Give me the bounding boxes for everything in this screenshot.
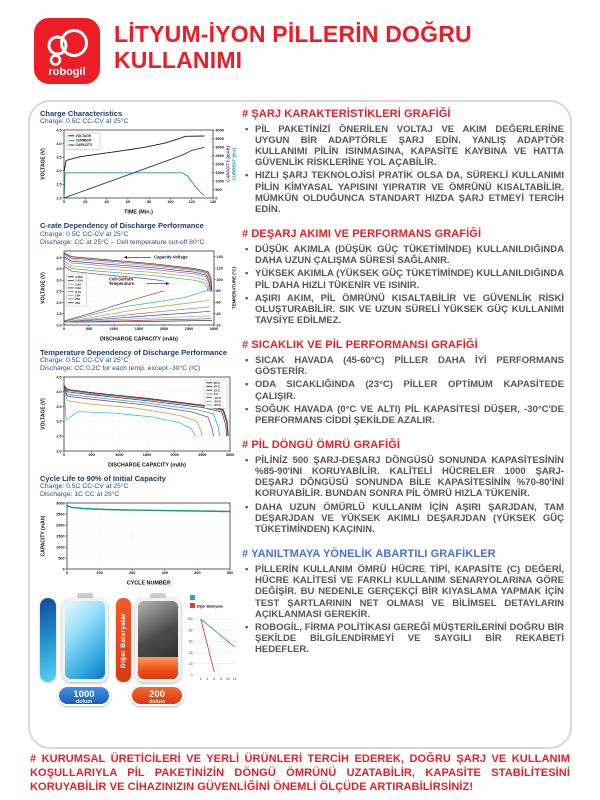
badge-unit: dolum: [148, 698, 166, 705]
section-heading: # YANILTMAYA YÖNELİK ABARTILI GRAFİKLER: [242, 548, 496, 561]
svg-text:0: 0: [62, 453, 66, 458]
svg-text:4.0: 4.0: [56, 389, 62, 394]
svg-text:DISCHARGE CAPACITY (mAh): DISCHARGE CAPACITY (mAh): [108, 462, 186, 468]
robogil-battery-bar: [40, 598, 56, 682]
bullet-list: [242, 124, 564, 216]
svg-text:140: 140: [216, 254, 223, 259]
bullet-list: [242, 564, 564, 656]
svg-text:4.5: 4.5: [56, 128, 62, 133]
bullet-item: • AŞIRI AKIM, PİL ÖMRÜNÜ KISALTABİLİR VE GÜVENLİK RİSKİ OLUŞTURABİLİR. SIK VE UZUN SÜRELİ YÜKSEK GÜÇ KULLANIMI TAVSİYE EDİLMEZ.: [244, 293, 564, 327]
crate-discharge-chart: [40, 248, 238, 342]
cycles-badge-200: [130, 685, 184, 706]
chart-block-cycle-life: [40, 475, 242, 586]
svg-text:0.58A: 0.58A: [75, 274, 83, 279]
section-heading: # ŞARJ KARAKTERİSTİKLERİ GRAFİĞİ: [242, 108, 451, 120]
full-battery-illustration: [62, 593, 108, 683]
svg-text:0: 0: [215, 196, 218, 201]
svg-text:1000: 1000: [56, 545, 65, 550]
svg-text:CAPACITY (mAh): CAPACITY (mAh): [40, 515, 47, 557]
svg-text:2.0: 2.0: [56, 300, 62, 305]
svg-text:4.5: 4.5: [56, 375, 62, 380]
svg-text:500: 500: [215, 188, 222, 193]
svg-text:1.0: 1.0: [56, 322, 62, 327]
svg-text:3.5: 3.5: [56, 266, 62, 271]
svg-text:2: 2: [199, 677, 202, 682]
robogil-logo: [34, 18, 100, 84]
svg-text:CAPACITY: CAPACITY: [75, 143, 93, 148]
svg-text:120: 120: [188, 200, 195, 205]
battery-low-charge-fill: [138, 657, 178, 679]
bullet-list: [242, 355, 564, 426]
svg-text:1500: 1500: [134, 326, 144, 331]
badge-value: 200: [149, 688, 165, 700]
svg-text:45°C: 45°C: [213, 384, 221, 389]
section-heading: # PİL DÖNGÜ ÖMRÜ GRAFİĞİ: [242, 439, 401, 452]
temperature-discharge-chart: [40, 374, 238, 468]
svg-text:40: 40: [188, 650, 193, 655]
section-heading: # SICAKLIK VE PİL PERFORMANSI GRAFİĞİ: [242, 339, 478, 352]
svg-text:1000: 1000: [109, 326, 119, 331]
svg-text:10: 10: [226, 677, 230, 682]
charge-characteristics-chart: [40, 127, 238, 215]
svg-text:2500: 2500: [184, 326, 194, 331]
svg-text:3.5: 3.5: [56, 404, 62, 409]
cycle-comparison-mini-chart: [184, 593, 242, 701]
svg-text:0: 0: [65, 571, 69, 576]
svg-text:4.0: 4.0: [56, 255, 62, 260]
svg-text:2.0: 2.0: [56, 196, 62, 201]
chart-title: Cycle Life to 90% of Initial Capacity: [40, 473, 166, 483]
svg-text:1500: 1500: [56, 534, 65, 539]
svg-text:Cell-Surface: Cell-Surface: [109, 276, 134, 282]
battery-body: [135, 598, 181, 682]
page-title-line1: LİTYUM-İYON PİLLERİN DOĞRU: [114, 21, 472, 47]
svg-text:0: 0: [62, 326, 66, 331]
svg-text:1.5: 1.5: [56, 311, 62, 316]
svg-text:100: 100: [187, 617, 193, 622]
chart-subtitle: Discharge: CC 0.2C for each temp. except -30°C (IC): [40, 364, 201, 372]
page-title-line2: KULLANIMI: [114, 46, 243, 73]
svg-text:20: 20: [83, 200, 88, 205]
svg-text:500: 500: [85, 326, 93, 331]
svg-text:40: 40: [216, 311, 221, 316]
bullet-item: • HIZLI ŞARJ TEKNOLOJİSİ PRATİK OLSA DA, SÜREKLİ KULLANIMI PİLİN KİMYASAL YAPISINI YIPRATIR VE ÖMRÜNÜ KISALTABİLİR. MÜMKÜN OLDUĞUNCA STANDART HIZDA ŞARJ ETMEYİ TERCİH EDİN.: [244, 170, 564, 215]
svg-text:2.9A: 2.9A: [75, 281, 82, 286]
svg-text:0°C: 0°C: [213, 391, 219, 396]
bullet-item: • PİLLERİN KULLANIM ÖMRÜ HÜCRE TİPİ, KAPASİTE (C) DEĞERİ, HÜCRE KALİTESİ VE FARKLI KULLANIM SENARYOLARINA GÖRE DEĞİŞİR. BU NEDENLE GERÇEKÇİ BİR KIYASLAMA YAPMAK İÇİN TEST ŞARTLARININ NET OLMASI VE BİLİMSEL DETAYLARIN AÇIKLANMASI GEREKİR.: [244, 564, 564, 620]
page-title: [114, 22, 554, 74]
bullet-item: • PİLİNİZ 500 ŞARJ-DEŞARJ DÖNGÜSÜ SONUNDA KAPASİTESİNİN %85-90'INI KORUYABİLİR. KALİTELİ HÜCRELER 1000 ŞARJ-DEŞARJ DÖNGÜSÜ SONUNDA BİLE KAPASİTESİNİN %70-80'İNİ KORUYABİLİR. BUNDAN SONRA PİL ÖMRÜ HIZLA TÜKENİR.: [244, 455, 564, 500]
battery-body: [62, 598, 108, 682]
low-battery-illustration: [135, 593, 181, 683]
logo-wordmark: robogil: [48, 66, 86, 78]
svg-text:3.0: 3.0: [56, 169, 62, 174]
svg-text:4: 4: [206, 677, 209, 682]
section-charge-characteristics: [242, 108, 564, 215]
svg-text:VOLTAGE: VOLTAGE: [75, 134, 92, 139]
svg-text:60: 60: [188, 639, 193, 644]
bullet-item: • SICAK HAVADA (45-60°C) PİLLER DAHA İYİ PERFORMANS GÖSTERİR.: [244, 355, 564, 377]
svg-text:120: 120: [216, 265, 223, 270]
svg-text:Diğer Bataryalar: Diğer Bataryalar: [197, 604, 224, 609]
svg-text:20: 20: [188, 662, 193, 667]
svg-text:60: 60: [216, 300, 221, 305]
svg-text:80: 80: [188, 628, 193, 633]
svg-text:8.7A: 8.7A: [75, 289, 82, 294]
bullet-item: • ODA SICAKLIĞINDA (23°C) PİLLER OPTİMUM KAPASİTEDE ÇALIŞIR.: [244, 379, 564, 401]
svg-text:3000: 3000: [56, 501, 65, 506]
svg-text:100: 100: [167, 200, 174, 205]
section-heading: # DEŞARJ AKIMI VE PERFORMANS GRAFİĞİ: [242, 228, 482, 241]
svg-text:-30°C: -30°C: [213, 403, 222, 408]
svg-text:2000: 2000: [56, 523, 65, 528]
section-misleading-charts: [242, 548, 564, 655]
section-discharge-current: [242, 228, 564, 326]
section-cycle-life: [242, 439, 564, 535]
svg-text:Capacity-Voltage: Capacity-Voltage: [154, 253, 188, 259]
svg-text:-20°C: -20°C: [213, 399, 222, 404]
svg-text:2500: 2500: [56, 512, 65, 517]
svg-text:3.0: 3.0: [56, 419, 62, 424]
svg-text:VOLTAGE (V): VOLTAGE (V): [40, 271, 47, 304]
other-batteries-bar: [116, 598, 131, 682]
chart-title: Charge Characteristics: [40, 109, 123, 118]
text-column: [242, 108, 564, 669]
svg-text:1500: 1500: [215, 171, 224, 176]
svg-text:2.5: 2.5: [56, 434, 62, 439]
svg-text:200: 200: [129, 571, 136, 576]
bullet-item: • YÜKSEK AKIMLA (YÜKSEK GÜÇ TÜKETİMİNDE) KULLANILDIĞINDA PİL DAHA HIZLI TÜKENİR VE ISINIR.: [244, 268, 564, 290]
svg-text:500: 500: [226, 571, 234, 576]
svg-text:4.0: 4.0: [56, 142, 62, 147]
bullet-list: [242, 244, 564, 326]
badge-value: 1000: [73, 688, 95, 700]
svg-text:2500: 2500: [198, 453, 207, 458]
bullet-list: [242, 455, 564, 535]
svg-text:1000: 1000: [215, 179, 224, 184]
svg-text:80: 80: [216, 288, 221, 293]
chart-title: Temperature Dependency of Discharge Performance: [40, 347, 228, 357]
svg-text:3000: 3000: [209, 326, 219, 331]
svg-text:VOLTAGE (V): VOLTAGE (V): [40, 398, 47, 430]
svg-text:TEMPERATURE (°C): TEMPERATURE (°C): [231, 266, 237, 309]
svg-text:60: 60: [125, 200, 130, 205]
svg-text:500: 500: [58, 556, 65, 561]
svg-text:Temperature: Temperature: [109, 280, 135, 286]
bullet-item: • DÜŞÜK AKIMLA (DÜŞÜK GÜÇ TÜKETİMİNDE) KULLANILDIĞINDA DAHA UZUN ÇALIŞMA SÜRESİ SAĞLANIR.: [244, 244, 564, 266]
svg-text:300: 300: [161, 571, 168, 576]
chart-block-temperature: [40, 349, 242, 468]
chart-title: C-rate Dependency of Discharge Performance: [40, 221, 204, 231]
chart-subtitle: Charge: 0.5C CC-CV at 25°C: [40, 356, 129, 364]
svg-text:2000: 2000: [170, 453, 179, 458]
svg-text:DISCHARGE CAPACITY (mAh): DISCHARGE CAPACITY (mAh): [100, 336, 178, 342]
chart-subtitle: Charge: 0.5C CC-CV at 25°C: [40, 118, 129, 126]
chart-block-crate: [40, 222, 242, 341]
svg-text:140: 140: [209, 200, 217, 205]
bullet-item: • PİL PAKETİNİZİ ÖNERİLEN VOLTAJ VE AKIM DEĞERLERİNE UYGUN BİR ADAPTÖRLE ŞARJ EDİN. YANLIŞ ADAPTÖR KULLANIMI PİLİN ISINMASINA, KAPASİTE KAYBINA VE HATTA GÜVENLİK RİSKLERİNE YOL AÇABİLİR.: [244, 124, 564, 169]
svg-text:VOLTAGE (V): VOLTAGE (V): [40, 148, 47, 181]
svg-text:12: 12: [232, 677, 237, 682]
svg-text:0: 0: [190, 673, 193, 678]
bullet-item: • SOĞUK HAVADA (0°C VE ALTI) PİL KAPASİTESİ DÜŞER, -30°C'DE PERFORMANS CİDDİ ŞEKİLDE AZALIR.: [244, 404, 564, 426]
battery-comparison-panel: [40, 593, 242, 705]
svg-text:23°C: 23°C: [213, 388, 221, 393]
svg-text:3000: 3000: [225, 453, 235, 458]
bullet-item: • DAHA UZUN ÖMÜRLÜ KULLANIM İÇİN AŞIRI ŞARJDAN, TAM DEŞARJDAN VE YÜKSEK AKIMLI DEŞARJDAN (YÜKSEK GÜÇ TÜKETİMİNDEN) KAÇININ.: [244, 502, 564, 536]
svg-text:400: 400: [194, 571, 201, 576]
svg-text:CYCLE NUMBER: CYCLE NUMBER: [126, 580, 171, 587]
svg-text:15A: 15A: [75, 293, 81, 298]
svg-text:2.5: 2.5: [56, 182, 62, 187]
svg-text:6: 6: [213, 677, 216, 682]
svg-text:-10°C: -10°C: [213, 395, 222, 400]
chart-subtitle: Charge: 0.5C CC-CV at 25°C: [40, 483, 129, 491]
svg-text:3500: 3500: [215, 137, 224, 142]
chart-subtitle: Discharge: 1C CC at 25°C: [40, 491, 120, 499]
svg-text:2000: 2000: [159, 326, 169, 331]
badge-unit: dolum: [75, 698, 93, 705]
svg-text:TIME (Min.): TIME (Min.): [124, 209, 153, 216]
svg-text:100: 100: [96, 571, 103, 576]
section-temperature-performance: [242, 339, 564, 426]
svg-text:1.45A: 1.45A: [75, 278, 83, 283]
svg-text:60°C: 60°C: [213, 380, 221, 385]
svg-text:80: 80: [147, 200, 152, 205]
cycles-badge-1000: [57, 685, 111, 706]
chart-subtitle: Charge: 0.5C CC-CV at 25°C: [40, 230, 129, 238]
svg-text:2000: 2000: [215, 162, 224, 167]
svg-text:1500: 1500: [142, 453, 152, 458]
svg-text:40: 40: [104, 200, 109, 205]
robogil-logo-icon: [34, 18, 100, 84]
svg-text:2.0: 2.0: [56, 449, 62, 454]
svg-text:5.8A: 5.8A: [75, 285, 82, 290]
bullet-item: • ROBOGİL, FİRMA POLİTİKASI GEREĞİ MÜŞTERİLERİNİ DOĞRU BİR ŞEKİLDE BİLGİLENDİRMEYİ VE SAYGILI BİR REKABETİ HEDEFLER.: [244, 622, 564, 656]
svg-text:CAPACITY (mAh): CAPACITY (mAh): [225, 146, 231, 183]
svg-text:2500: 2500: [215, 154, 224, 159]
cycle-life-chart: [40, 500, 238, 586]
other-batteries-bar-label: Diğer Bataryalar: [120, 612, 127, 668]
footer-note: # KURUMSAL ÜRETİCİLERİ VE YERLİ ÜRÜNLERİ TERCİH EDEREK, DOĞRU ŞARJ VE KULLANIM KOŞULLARIYLA PİL PAKETİNİZİN DÖNGÜ ÖMRÜNÜ UZATABİLİR, KAPASİTE STABİLİTESİNİ KORUYABİLİR VE CİHAZINIZIN GÜVENLİĞİNİ ÖNEMLİ ÖLÇÜDE ARTIRABİLİRSİNİZ!: [30, 753, 570, 794]
svg-text:1000: 1000: [115, 453, 124, 458]
svg-text:CURRENT (mA): CURRENT (mA): [231, 147, 237, 181]
svg-text:8: 8: [220, 677, 222, 682]
svg-text:20: 20: [216, 322, 221, 327]
svg-text:0: 0: [62, 567, 65, 572]
svg-text:20A: 20A: [75, 296, 81, 301]
svg-text:2.5: 2.5: [56, 289, 62, 294]
chart-subtitle: Discharge: CC at 25°C – Cell temperature cut-off 80°C: [40, 238, 205, 246]
svg-text:4000: 4000: [215, 128, 224, 133]
svg-text:25A: 25A: [75, 300, 81, 305]
svg-text:3000: 3000: [215, 145, 224, 150]
svg-text:CURRENT: CURRENT: [75, 138, 92, 143]
svg-text:100: 100: [216, 277, 223, 282]
content-card: [28, 100, 572, 749]
chart-block-charge: [40, 110, 242, 215]
svg-text:3.5: 3.5: [56, 155, 62, 160]
svg-text:0: 0: [62, 200, 66, 205]
charts-column: [40, 110, 242, 705]
svg-text:3.0: 3.0: [56, 277, 62, 282]
svg-text:500: 500: [88, 453, 95, 458]
